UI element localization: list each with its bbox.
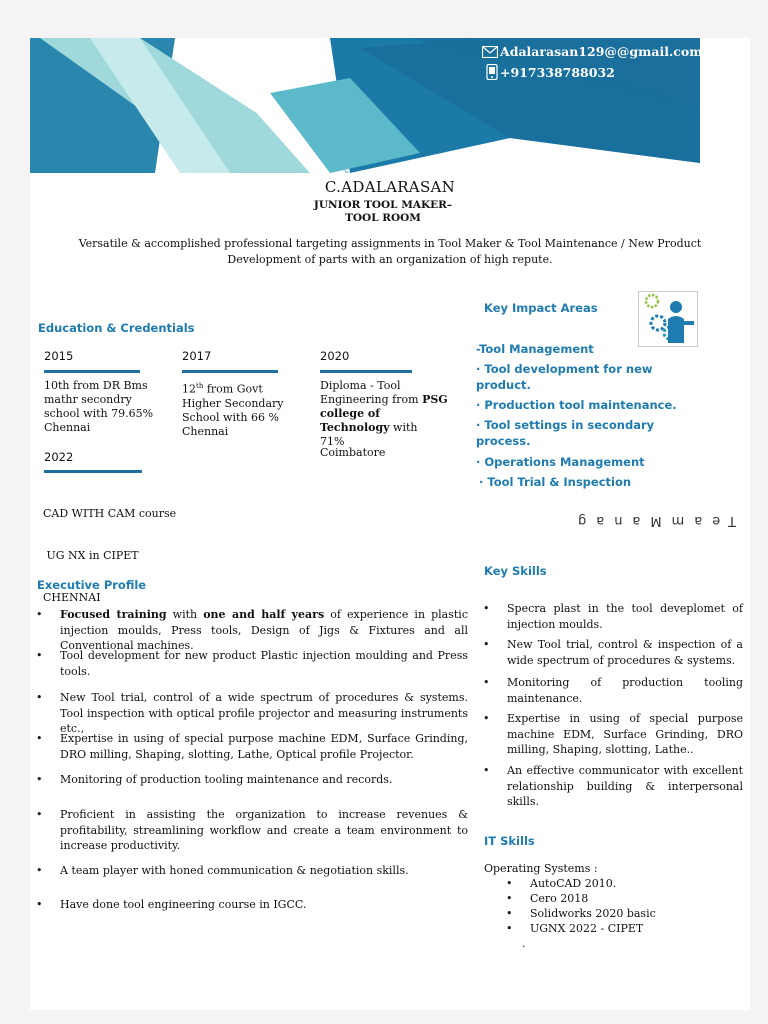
executive-bullet bbox=[36, 648, 468, 679]
education-heading: Education & Credentials bbox=[38, 321, 195, 335]
edu-text: Engineering from bbox=[320, 393, 423, 406]
bullet-dot: • bbox=[483, 676, 490, 689]
year-underline bbox=[44, 470, 142, 473]
edu-line: Diploma - Tool bbox=[320, 379, 401, 392]
skill-bullet bbox=[483, 763, 743, 810]
bullet-dot: • bbox=[36, 773, 43, 786]
impact-item: · Tool development for new product. bbox=[476, 362, 653, 392]
year-underline bbox=[44, 370, 140, 373]
phone-line bbox=[486, 64, 615, 80]
email-text[interactable]: Adalarasan129@@gmail.com bbox=[500, 44, 703, 59]
edu-line: mathr secondry bbox=[44, 393, 132, 406]
it-item-text: UGNX 2022 - CIPET bbox=[530, 922, 644, 935]
bold-text: one and half years bbox=[203, 608, 325, 621]
impact-item: · Tool settings in secondary process. bbox=[476, 418, 655, 448]
bullet-text: Expertise in using of special purpose machine EDM, Surface Grinding, DRO milling, Shaping, slotting, Lathe, Optical profile Projector. bbox=[60, 732, 468, 761]
key-impact-heading: Key Impact Areas bbox=[484, 301, 598, 315]
it-skills-heading: IT Skills bbox=[484, 834, 535, 848]
vertical-text: TeamManag bbox=[568, 513, 736, 528]
executive-heading: Executive Profile bbox=[37, 578, 147, 592]
impact-item: · Operations Management bbox=[476, 455, 645, 469]
year-underline bbox=[320, 370, 412, 373]
skill-bullet bbox=[483, 711, 743, 758]
it-item bbox=[506, 891, 589, 906]
bullet-dot: • bbox=[506, 907, 513, 920]
edu-line: CAD WITH CAM course bbox=[43, 507, 177, 520]
edu-line bbox=[182, 379, 307, 397]
resume-page bbox=[30, 38, 750, 1010]
executive-bullet bbox=[36, 772, 468, 788]
os-label: Operating Systems : bbox=[484, 862, 598, 875]
bullet-text: An effective communicator with excellent relationship building & interpersonal skills. bbox=[507, 764, 743, 808]
edu-line: UG NX in CIPET bbox=[43, 549, 139, 562]
edu-line: Higher Secondary bbox=[182, 396, 284, 410]
bullet-dot: • bbox=[483, 638, 490, 651]
bullet-dot: • bbox=[506, 892, 513, 905]
bullet-dot: • bbox=[36, 732, 43, 745]
bullet-dot: • bbox=[36, 898, 43, 911]
skill-bullet bbox=[483, 637, 743, 668]
executive-bullet bbox=[36, 807, 468, 854]
it-item bbox=[506, 876, 617, 891]
bullet-dot: • bbox=[506, 922, 513, 935]
bullet-dot: • bbox=[506, 877, 513, 890]
executive-bullet bbox=[36, 897, 468, 913]
impact-item: -Tool Management bbox=[476, 342, 594, 356]
edu-text: with bbox=[389, 421, 418, 434]
edu-entry-2020 bbox=[320, 379, 450, 460]
edu-year-2017: 2017 bbox=[182, 349, 212, 363]
edu-line bbox=[320, 407, 450, 421]
key-skills-heading: Key Skills bbox=[484, 564, 547, 578]
executive-bullet bbox=[36, 690, 468, 737]
skill-bullet bbox=[483, 675, 743, 706]
edu-year-2022: 2022 bbox=[44, 450, 74, 464]
it-item-text: Solidworks 2020 basic bbox=[530, 907, 656, 920]
edu-line: Coimbatore bbox=[320, 446, 386, 459]
bullet-dot: • bbox=[36, 608, 43, 621]
edu-entry-2017 bbox=[182, 379, 307, 439]
bullet-text: Proficient in assisting the organization to increase revenues & profitability, streamlining workflow and create a team environment to increase productivity. bbox=[60, 808, 468, 852]
edu-line bbox=[320, 421, 450, 435]
edu-line bbox=[320, 393, 450, 407]
envelope-icon bbox=[482, 46, 498, 58]
bold-text: Focused training bbox=[60, 608, 167, 621]
it-item bbox=[506, 921, 644, 936]
bullet-dot: • bbox=[36, 691, 43, 704]
it-item-text: Cero 2018 bbox=[530, 892, 589, 905]
bullet-text: New Tool trial, control of a wide spectrum of procedures & systems. Tool inspection with optical profile projector and measuring instruments etc., bbox=[60, 691, 468, 735]
year-underline bbox=[182, 370, 278, 373]
edu-line: school with 79.65% bbox=[44, 407, 154, 420]
edu-line: School with 66 % bbox=[182, 410, 279, 424]
phone-text[interactable]: +917338788032 bbox=[500, 64, 615, 80]
bullet-text: A team player with honed communication & negotiation skills. bbox=[60, 864, 409, 877]
bullet-text: Expertise in using of special purpose machine EDM, Surface Grinding, DRO milling, Shaping, slotting, Lathe.. bbox=[507, 712, 743, 756]
bullet-dot: • bbox=[483, 712, 490, 725]
it-item-text: AutoCAD 2010. bbox=[530, 877, 617, 890]
bullet-text: Tool development for new product Plastic injection moulding and Press tools. bbox=[60, 649, 468, 678]
edu-year-2015: 2015 bbox=[44, 349, 74, 363]
edu-line: CHENNAI bbox=[43, 591, 101, 604]
bullet-text: New Tool trial, control & inspection of a wide spectrum of procedures & systems. bbox=[507, 638, 743, 667]
bullet-text: Monitoring of production tooling maintenance and records. bbox=[60, 773, 393, 786]
edu-text: 12 bbox=[182, 382, 196, 396]
executive-bullet bbox=[36, 607, 468, 654]
summary-text: Versatile & accomplished professional targeting assignments in Tool Maker & Tool Maintenance / New Product Development of parts with an organization of high repute. bbox=[78, 237, 702, 266]
mobile-phone-icon bbox=[486, 64, 498, 80]
edu-bold: PSG bbox=[422, 393, 448, 406]
team-management-gears-icon bbox=[638, 291, 698, 347]
bullet-dot: • bbox=[36, 864, 43, 877]
edu-bold: college of bbox=[320, 407, 380, 420]
edu-line: Chennai bbox=[44, 421, 91, 434]
bullet-dot: • bbox=[483, 764, 490, 777]
candidate-name: C.ADALARASAN bbox=[324, 178, 456, 196]
skill-bullet bbox=[483, 601, 743, 632]
edu-entry-2015 bbox=[44, 379, 169, 435]
edu-text: from Govt bbox=[203, 382, 263, 396]
edu-year-2020: 2020 bbox=[320, 349, 350, 363]
text: of experience in plastic injection moulds, Press tools, Design of Jigs & Fixtures and all Conventional machines. bbox=[60, 608, 468, 652]
executive-bullet bbox=[36, 731, 468, 762]
executive-bullet bbox=[36, 863, 468, 879]
bullet-text: Specra plast in the tool deveplomet of injection moulds. bbox=[507, 602, 743, 631]
text: with bbox=[166, 608, 204, 621]
edu-line: 71% bbox=[320, 435, 345, 448]
impact-item: · Tool Trial & Inspection bbox=[479, 475, 632, 489]
bullet-text: Monitoring of production tooling maintenance. bbox=[507, 676, 743, 705]
bullet-dot: • bbox=[483, 602, 490, 615]
email-line bbox=[482, 44, 702, 59]
trailing-dot: . bbox=[522, 937, 526, 950]
edu-line: Chennai bbox=[182, 424, 229, 438]
bullet-dot: • bbox=[36, 649, 43, 662]
edu-bold: Technology bbox=[320, 421, 390, 434]
edu-sup: th bbox=[196, 382, 204, 390]
job-title: JUNIOR TOOL MAKER– TOOL ROOM bbox=[313, 199, 453, 224]
edu-line: 10th from DR Bms bbox=[44, 379, 148, 392]
impact-item: · Production tool maintenance. bbox=[476, 398, 677, 412]
it-item bbox=[506, 906, 656, 921]
bullet-text: Have done tool engineering course in IGCC. bbox=[60, 898, 307, 911]
bullet-dot: • bbox=[36, 808, 43, 821]
